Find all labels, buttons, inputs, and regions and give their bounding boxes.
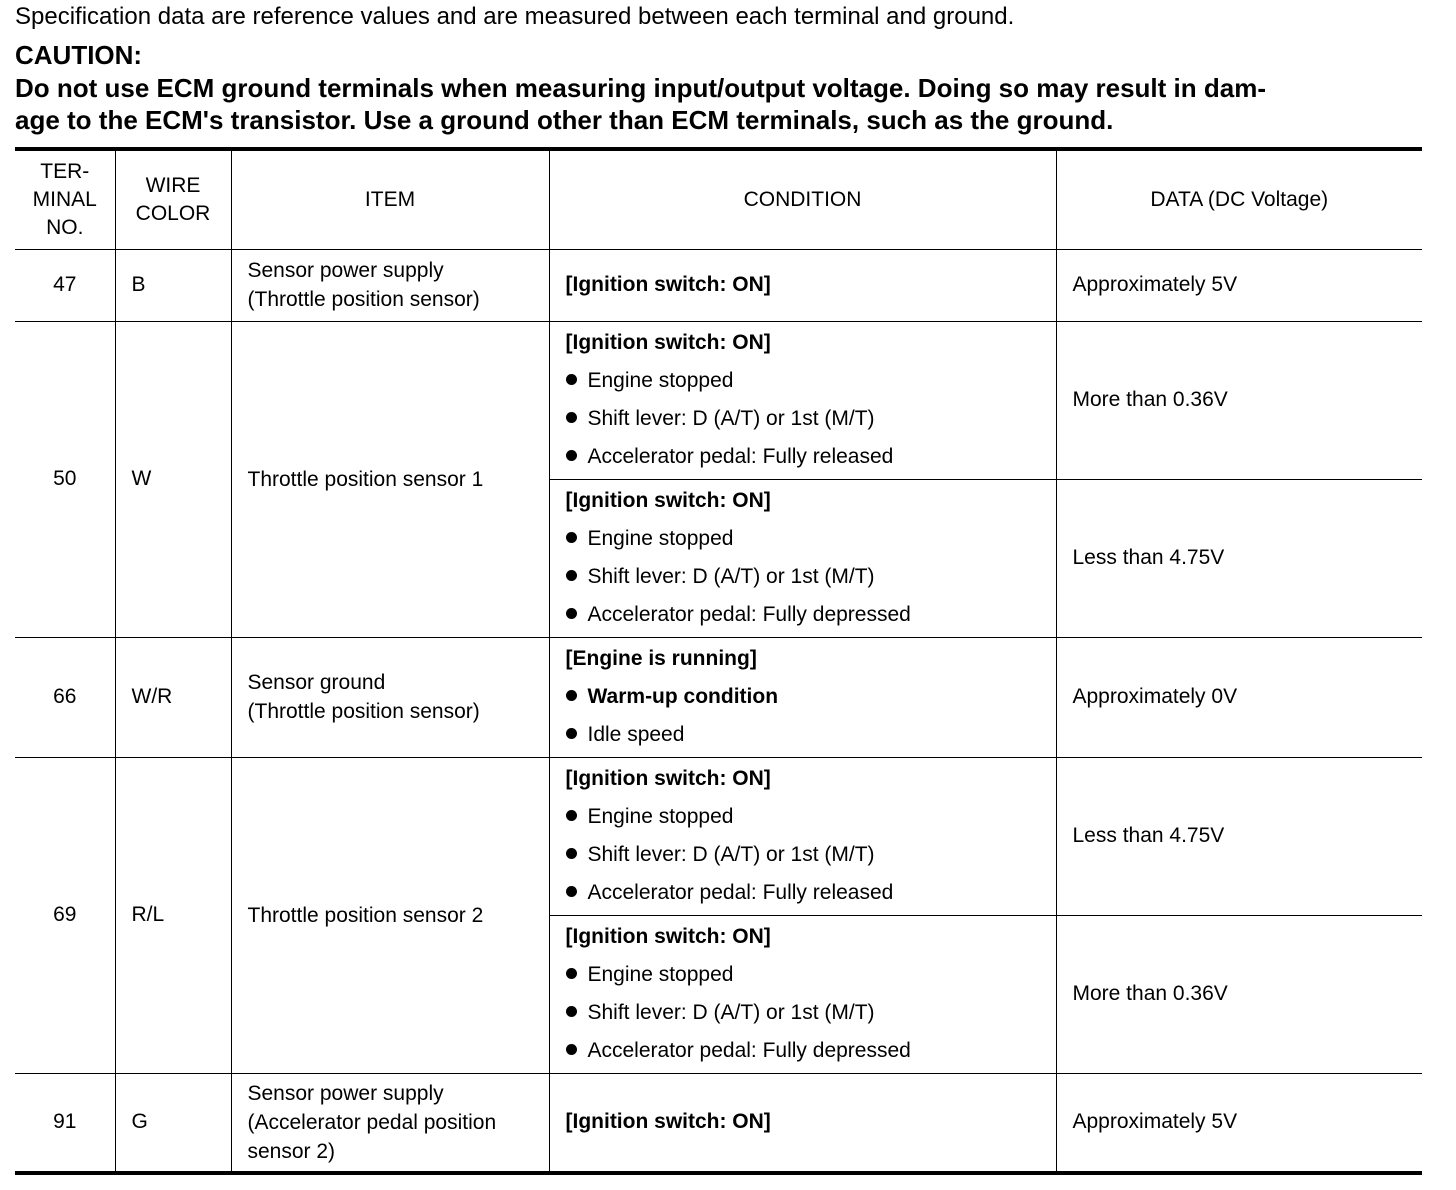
terminal-no-cell: 69 bbox=[15, 757, 115, 1073]
item-cell bbox=[231, 637, 549, 757]
table-row bbox=[15, 1073, 1422, 1173]
condition-bullet-text: Accelerator pedal: Fully depressed bbox=[587, 1039, 911, 1062]
table-header-row bbox=[15, 149, 1422, 249]
condition-cell bbox=[549, 249, 1056, 321]
caution-line-2: age to the ECM's transistor. Use a ground other than ECM terminals, such as the ground. bbox=[15, 105, 1114, 135]
condition-bullet-item bbox=[566, 678, 1056, 716]
item-text-line: Sensor ground bbox=[247, 671, 386, 694]
item-text-line: Sensor power supply bbox=[247, 1081, 444, 1105]
condition-bullet-text: Shift lever: D (A/T) or 1st (M/T) bbox=[587, 407, 875, 430]
item-text-line: (Accelerator pedal position bbox=[247, 1110, 497, 1134]
data-voltage-cell: More than 0.36V bbox=[1056, 915, 1422, 1073]
condition-bullet-text: Engine stopped bbox=[587, 527, 734, 550]
condition-bullet-item bbox=[566, 438, 1056, 476]
condition-cell bbox=[549, 757, 1056, 915]
bullet-icon bbox=[566, 1006, 577, 1017]
condition-bullet-text: Engine stopped bbox=[587, 963, 734, 986]
wire-color-cell: B bbox=[115, 249, 231, 321]
bullet-icon bbox=[566, 608, 577, 619]
condition-bullet-item bbox=[566, 596, 1056, 634]
terminal-spec-table bbox=[15, 147, 1422, 1175]
condition-bullet-text: Shift lever: D (A/T) or 1st (M/T) bbox=[587, 843, 875, 866]
condition-cell bbox=[549, 1073, 1056, 1173]
data-voltage-cell: Less than 4.75V bbox=[1056, 757, 1422, 915]
bullet-icon bbox=[566, 848, 577, 859]
terminal-no-cell: 66 bbox=[15, 637, 115, 757]
condition-bullet-item bbox=[566, 520, 1056, 558]
condition-bullet-item bbox=[566, 400, 1056, 438]
item-cell bbox=[231, 757, 549, 1073]
header-item: ITEM bbox=[231, 149, 549, 249]
data-voltage-cell: Approximately 5V bbox=[1056, 249, 1422, 321]
condition-bullet-text: Shift lever: D (A/T) or 1st (M/T) bbox=[587, 565, 875, 588]
condition-cell bbox=[549, 479, 1056, 637]
bullet-icon bbox=[566, 412, 577, 423]
header-condition: CONDITION bbox=[549, 149, 1056, 249]
bullet-icon bbox=[566, 450, 577, 461]
condition-bullet-text: Accelerator pedal: Fully released bbox=[587, 881, 894, 904]
condition-bullet-text: Engine stopped bbox=[587, 369, 734, 392]
condition-heading: [Ignition switch: ON] bbox=[565, 489, 771, 512]
caution-title: CAUTION: bbox=[15, 40, 143, 70]
table-row bbox=[15, 757, 1422, 915]
condition-bullet-text: Shift lever: D (A/T) or 1st (M/T) bbox=[587, 1001, 875, 1024]
condition-bullet-item bbox=[566, 836, 1056, 874]
bullet-icon bbox=[566, 690, 577, 701]
bullet-icon bbox=[566, 886, 577, 897]
condition-bullet-item bbox=[566, 1032, 1056, 1070]
bullet-icon bbox=[566, 374, 577, 385]
data-voltage-cell: Approximately 5V bbox=[1056, 1073, 1422, 1173]
condition-heading: [Ignition switch: ON] bbox=[565, 767, 771, 790]
condition-bullet-item bbox=[566, 874, 1056, 912]
caution-line-1: Do not use ECM ground terminals when measuring input/output voltage. Doing so may result in dam- bbox=[15, 73, 1266, 103]
condition-bullet-item bbox=[566, 994, 1056, 1032]
condition-cell bbox=[549, 915, 1056, 1073]
bullet-icon bbox=[566, 728, 577, 739]
condition-bullet-text: Accelerator pedal: Fully depressed bbox=[587, 603, 911, 626]
data-voltage-cell: Approximately 0V bbox=[1056, 637, 1422, 757]
terminal-no-cell: 50 bbox=[15, 321, 115, 637]
table-row bbox=[15, 321, 1422, 479]
terminal-no-cell: 91 bbox=[15, 1073, 115, 1173]
header-terminal-no: TER- MINAL NO. bbox=[15, 149, 115, 249]
bullet-icon bbox=[566, 968, 577, 979]
caution-text bbox=[15, 72, 1425, 136]
item-cell bbox=[231, 249, 549, 321]
wire-color-cell: R/L bbox=[115, 757, 231, 1073]
condition-bullet-item bbox=[566, 956, 1056, 994]
header-wire-color: WIRE COLOR bbox=[115, 149, 231, 249]
data-voltage-cell: Less than 4.75V bbox=[1056, 479, 1422, 637]
item-text-line: sensor 2) bbox=[247, 1139, 336, 1163]
table-row bbox=[15, 637, 1422, 757]
bullet-icon bbox=[566, 532, 577, 543]
table-body bbox=[15, 249, 1422, 1173]
intro-text: Specification data are reference values and are measured between each terminal and ground. bbox=[15, 3, 1015, 30]
header-data: DATA (DC Voltage) bbox=[1056, 149, 1422, 249]
item-text-line: Throttle position sensor 2 bbox=[247, 903, 484, 927]
bullet-icon bbox=[566, 570, 577, 581]
condition-cell bbox=[549, 637, 1056, 757]
condition-bullet-item bbox=[566, 798, 1056, 836]
terminal-no-cell: 47 bbox=[15, 249, 115, 321]
data-voltage-cell: More than 0.36V bbox=[1056, 321, 1422, 479]
condition-bullet-text: Idle speed bbox=[587, 723, 685, 746]
item-text-line: Sensor power supply bbox=[247, 259, 444, 282]
condition-cell bbox=[549, 321, 1056, 479]
condition-bullet-text: Warm-up condition bbox=[587, 685, 779, 708]
table-row bbox=[15, 249, 1422, 321]
condition-bullet-item bbox=[566, 716, 1056, 754]
wire-color-cell: W/R bbox=[115, 637, 231, 757]
item-text-line: (Throttle position sensor) bbox=[247, 288, 480, 311]
condition-bullet-item bbox=[566, 558, 1056, 596]
item-cell bbox=[231, 321, 549, 637]
condition-heading: [Engine is running] bbox=[565, 647, 757, 670]
item-cell bbox=[231, 1073, 549, 1173]
condition-heading: [Ignition switch: ON] bbox=[565, 331, 771, 354]
condition-bullet-text: Engine stopped bbox=[587, 805, 734, 828]
bullet-icon bbox=[566, 1044, 577, 1055]
item-text-line: (Throttle position sensor) bbox=[247, 700, 480, 723]
condition-heading: [Ignition switch: ON] bbox=[565, 925, 771, 948]
item-text-line: Throttle position sensor 1 bbox=[247, 467, 484, 491]
wire-color-cell: G bbox=[115, 1073, 231, 1173]
wire-color-cell: W bbox=[115, 321, 231, 637]
bullet-icon bbox=[566, 810, 577, 821]
condition-bullet-item bbox=[566, 362, 1056, 400]
condition-bullet-text: Accelerator pedal: Fully released bbox=[587, 445, 894, 468]
condition-heading: [Ignition switch: ON] bbox=[565, 273, 771, 296]
condition-heading: [Ignition switch: ON] bbox=[565, 1110, 771, 1134]
